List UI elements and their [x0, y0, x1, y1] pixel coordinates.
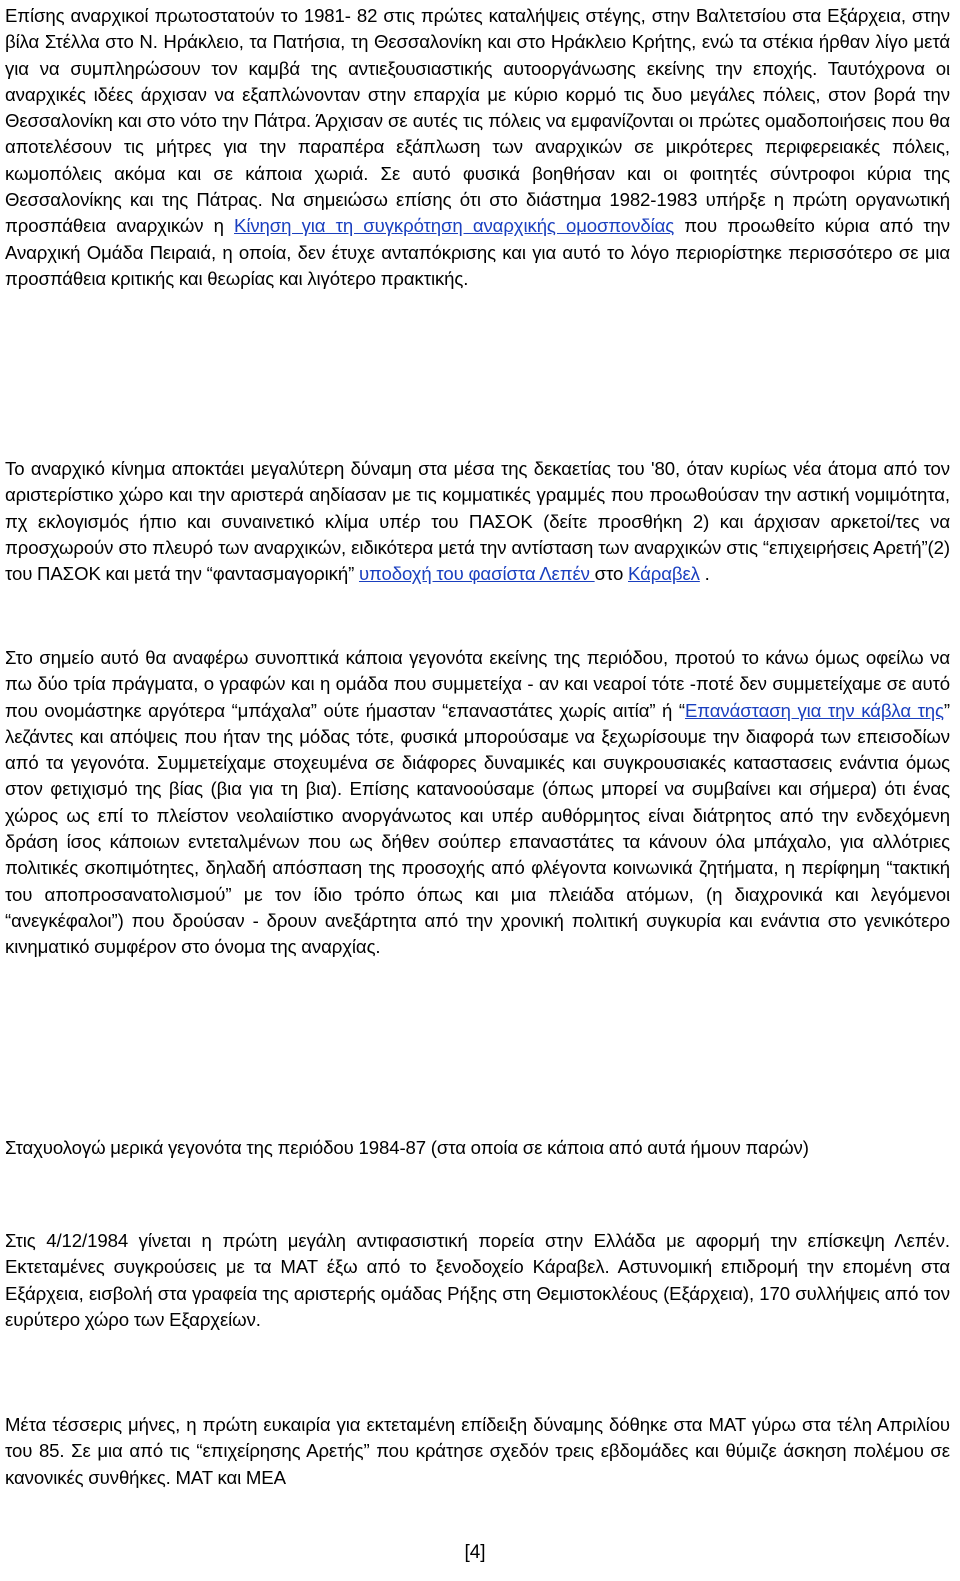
paragraph-april-85: Μέτα τέσσερις μήνες, η πρώτη ευκαιρία για εκτεταμένη επίδειξη δύναμης δόθηκε στα ΜΑΤ γύρω στα τέλη Απριλίου του 85. Σε μια από τις “επιχείρησης Αρετής” που κράτησε σχεδόν τρεις εβδομάδες και θύμιζε άσκηση πολέμου σε κανονικές συνθήκες. ΜΑΤ και ΜΕΑ [5, 1414, 950, 1488]
paragraph-text: ” λεζάντες και απόψεις που ήταν της μόδας τότε, φυσικά μπορούσαμε να ξεχωρίσουμε την διαφορά των επεισοδίων από τα γεγονότα. Συμμετείχαμε στοχευμένα σε διάφορες δυναμικές και συγκρουσιακές καταστασεις ενάντια όμως στον φετιχισμό της βίας (βια για τη βια). Επίσης κατανοούσαμε (όπως μπορεί να συμβαίνει και σήμερα) ότι ένας χώρος ως επί το πλείστον νεολαιίστικο ανοργάνωτος και υπέρ αυθόρμητος είναι διάτρητος από την ενδεχόμενη δράση ίσος κάποιων εντεταλμένων που ως δήθεν σούπερ επαναστάτες τα κάνουν όλα μπάχαλο, για αλλότριες πολιτικές σκοπιμότητες, δηλαδή απόσπαση της προσοχής από φλέγοντα κοινωνικά ζητήματα, η περίφημη “τακτική του αποπροσανατολισμού” με τον ίδιο τρόπο όπως και μια πλειάδα ατόμων, (η διαχρονικά και λεγόμενοι “ανεγκέφαλοι”) που δρούσαν - δρουν ανεξάρτητα από την χρονική πολιτική συγκυρία και ενάντια στο γενικότερο κινηματικό συμφέρον στο όνομα της αναρχίας. [5, 699, 951, 958]
page-number: [4] [464, 1542, 486, 1563]
paragraph-clarifications [5, 645, 950, 961]
paragraph-squats-1981 [5, 3, 950, 292]
paragraph-text: Το αναρχικό κίνημα αποκτάει μεγαλύτερη δύναμη στα μέσα της δεκαετίας του '80, όταν κυρίως νέα άτομα από τον αριστερίστικο χώρο και την αριστερά αηδίασαν με τις κομματικές γραμμές που προωθούσαν την αστική νομιμότητα, πχ εκλογισμός ήπιο και συναινετικό κλίμα υπέρ του ΠΑΣΟΚ (δείτε προσθήκη 2) και άρχισαν αρκετοί/τες να προσχωρούν στο πλευρό των αναρχικών, ειδικότερα μετά την αντίσταση των αναρχικών στις “επιχειρήσεις Αρετή”(2) του ΠΑΣΟΚ και μετά την “φαντασμαγορική” [5, 458, 950, 585]
paragraph-text: Στο σημείο αυτό θα αναφέρω συνοπτικά κάποια γεγονότα εκείνης της περιόδου, προτού το κάνω όμως οφείλω να πω δύο τρία πράγματα, ο γραφών και η ομάδα που συμμετείχα - αν και νεαροί τότε -ποτέ δεν συμμετείχαμε σε αυτό που ονομάστηκε αργότερα “μπάχαλα” ούτε ήμασταν “επαναστάτες χωρίς αιτία” ή “ [5, 647, 950, 721]
paragraph-text: που προωθείτο κύρια από την Αναρχική Ομάδα Πειραιά, η οποία, δεν έτυχε ανταπόκρισης και για αυτό το λόγο περιορίστηκε περισσότερο σε μια προσπάθεια κριτικής και θεωρίας και λιγότερο πρακτικής. [5, 215, 950, 289]
paragraph-antifascist-march: Στις 4/12/1984 γίνεται η πρώτη μεγάλη αντιφασιστική πορεία στην Ελλάδα με αφορμή την επίσκεψη Λεπέν. Εκτεταμένες συγκρούσεις με τα ΜΑΤ έξω από το ξενοδοχείο Κάραβελ. Αστυνομική επιδρομή την επομένη στα Εξάρχεια, εισβολή στα γραφεία της αριστερής ομάδας Ρήξης στη Θεμιστοκλέους (Εξάρχεια), 170 συλλήψεις από τον ευρύτερο χώρο των Εξαρχείων. [5, 1230, 950, 1330]
revolution-link[interactable]: Επανάσταση για την κάβλα της [684, 699, 944, 721]
lepen-reception-link[interactable]: υποδοχή του φασίστα Λεπέν [358, 563, 595, 585]
paragraph-text: . [699, 563, 710, 585]
paragraph-events-intro: Σταχυολογώ μερικά γεγονότα της περιόδου 1984-87 (στα οποία σε κάποια από αυτά ήμουν παρών) [5, 1137, 809, 1158]
caravel-link[interactable]: Κάραβελ [628, 563, 700, 585]
paragraph-text: Επίσης αναρχικοί πρωτοστατούν το 1981- 82 στις πρώτες καταλήψεις στέγης, στην Βαλτετσίου στα Εξάρχεια, στην βίλα Στέλλα στο Ν. Ηράκλειο, τα Πατήσια, τη Θεσσαλονίκη και στο Ηράκλειο Κρήτης, ενώ τα στέκια ήρθαν λίγο μετά για να συμπληρώσουν τον καμβά της αντιεξουσιαστικής αυτοοργάνωσης εκείνης την εποχής. Ταυτόχρονα οι αναρχικές ιδέες άρχισαν να εξαπλώνονταν στην επαρχία με κύριο κορμό τις δυο μεγάλες πόλεις, στον βορά την Θεσσαλονίκη και στο νότο την Πάτρα. Άρχισαν σε αυτές τις πόλεις να εμφανίζονται οι πρώτες ομαδοποιήσεις που θα αποτελέσουν τις μήτρες για την παραπέρα εξάπλωση των αναρχικών σε μικρότερες περιφερειακές πόλεις, κωμοπόλεις ακόμα και σε κάποια χωριά. Σε αυτό φυσικά βοηθήσαν και οι φοιτητές σύντροφοι κύρια της Θεσσαλονίκης και της Πάτρας. Να σημειώσω επίσης ότι στο διάστημα 1982-1983 υπήρξε η πρώτη οργανωτική προσπάθεια αναρχικών η [5, 5, 950, 237]
paragraph-text: στο [594, 563, 628, 585]
paragraph-mid-80s [5, 456, 950, 587]
federation-movement-link[interactable]: Κίνηση για τη συγκρότηση αναρχικής ομοσπονδίας [234, 215, 675, 237]
